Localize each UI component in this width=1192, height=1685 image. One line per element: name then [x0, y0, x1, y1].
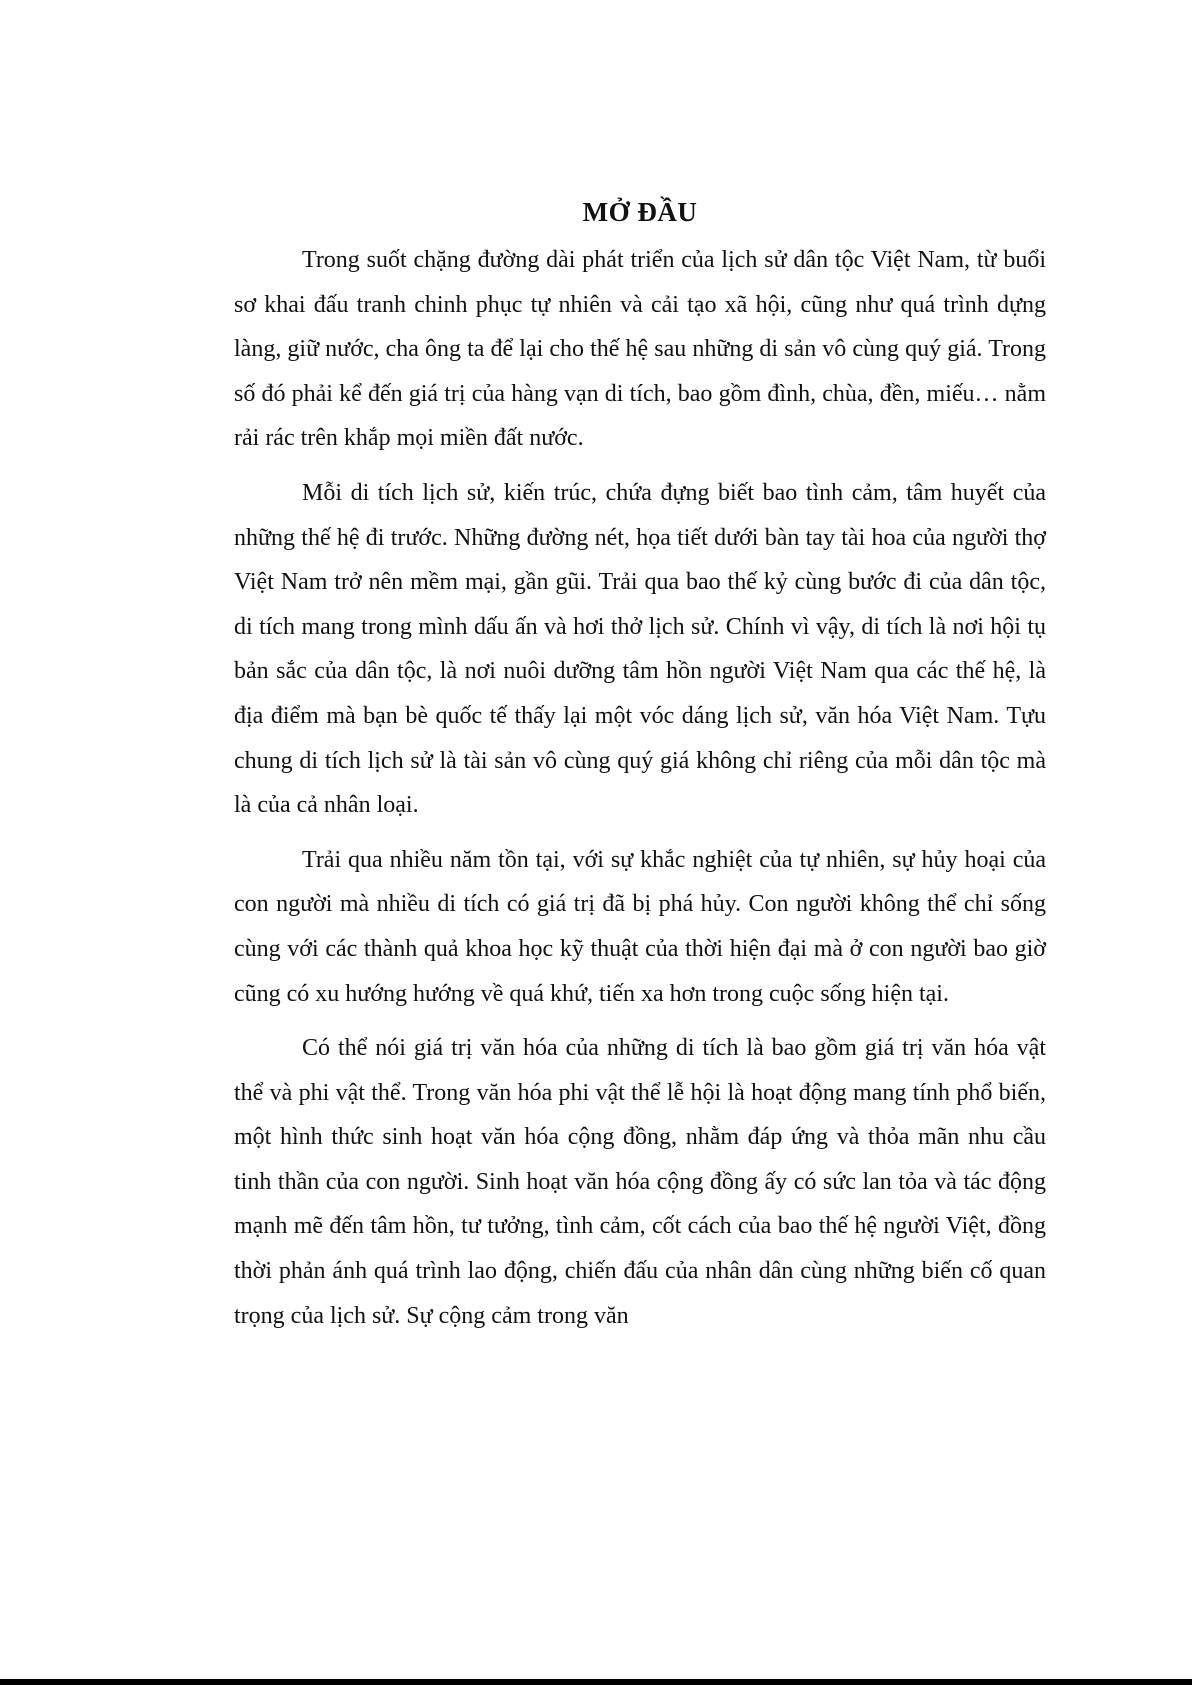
- paragraph-1: Trong suốt chặng đường dài phát triển của lịch sử dân tộc Việt Nam, từ buổi sơ khai đấu tranh chinh phục tự nhiên và cải tạo xã hội, cũng như quá trình dựng làng, giữ nước, cha ông ta để lại cho thế hệ sau những di sản vô cùng quý giá. Trong số đó phải kể đến giá trị của hàng vạn di tích, bao gồm đình, chùa, đền, miếu… nằm rải rác trên khắp mọi miền đất nước.: [234, 247, 1046, 452]
- page-content: [234, 196, 1046, 1348]
- page-bottom-edge: [0, 1679, 1192, 1685]
- page-title: MỞ ĐẦU: [582, 197, 698, 227]
- paragraph-4: Có thể nói giá trị văn hóa của những di tích là bao gồm giá trị văn hóa vật thể và phi vật thể. Trong văn hóa phi vật thể lễ hội là hoạt động mang tính phổ biến, một hình thức sinh hoạt văn hóa cộng đồng, nhằm đáp ứng và thỏa mãn nhu cầu tinh thần của con người. Sinh hoạt văn hóa cộng đồng ấy có sức lan tỏa và tác động mạnh mẽ đến tâm hồn, tư tưởng, tình cảm, cốt cách của bao thế hệ người Việt, đồng thời phản ánh quá trình lao động, chiến đấu của nhân dân cùng những biến cố quan trọng của lịch sử. Sự cộng cảm trong văn: [234, 1035, 1046, 1329]
- paragraph-3: Trải qua nhiều năm tồn tại, với sự khắc nghiệt của tự nhiên, sự hủy hoại của con người mà nhiều di tích có giá trị đã bị phá hủy. Con người không thể chỉ sống cùng với các thành quả khoa học kỹ thuật của thời hiện đại mà ở con người bao giờ cũng có xu hướng hướng về quá khứ, tiến xa hơn trong cuộc sống hiện tại.: [234, 846, 1046, 1007]
- paragraph-2: Mỗi di tích lịch sử, kiến trúc, chứa đựng biết bao tình cảm, tâm huyết của những thế hệ đi trước. Những đường nét, họa tiết dưới bàn tay tài hoa của người thợ Việt Nam trở nên mềm mại, gần gũi. Trải qua bao thế kỷ cùng bước đi của dân tộc, di tích mang trong mình dấu ấn và hơi thở lịch sử. Chính vì vậy, di tích là nơi hội tụ bản sắc của dân tộc, là nơi nuôi dưỡng tâm hồn người Việt Nam qua các thế hệ, là địa điểm mà bạn bè quốc tế thấy lại một vóc dáng lịch sử, văn hóa Việt Nam. Tựu chung di tích lịch sử là tài sản vô cùng quý giá không chỉ riêng của mỗi dân tộc mà là của cả nhân loại.: [234, 479, 1046, 819]
